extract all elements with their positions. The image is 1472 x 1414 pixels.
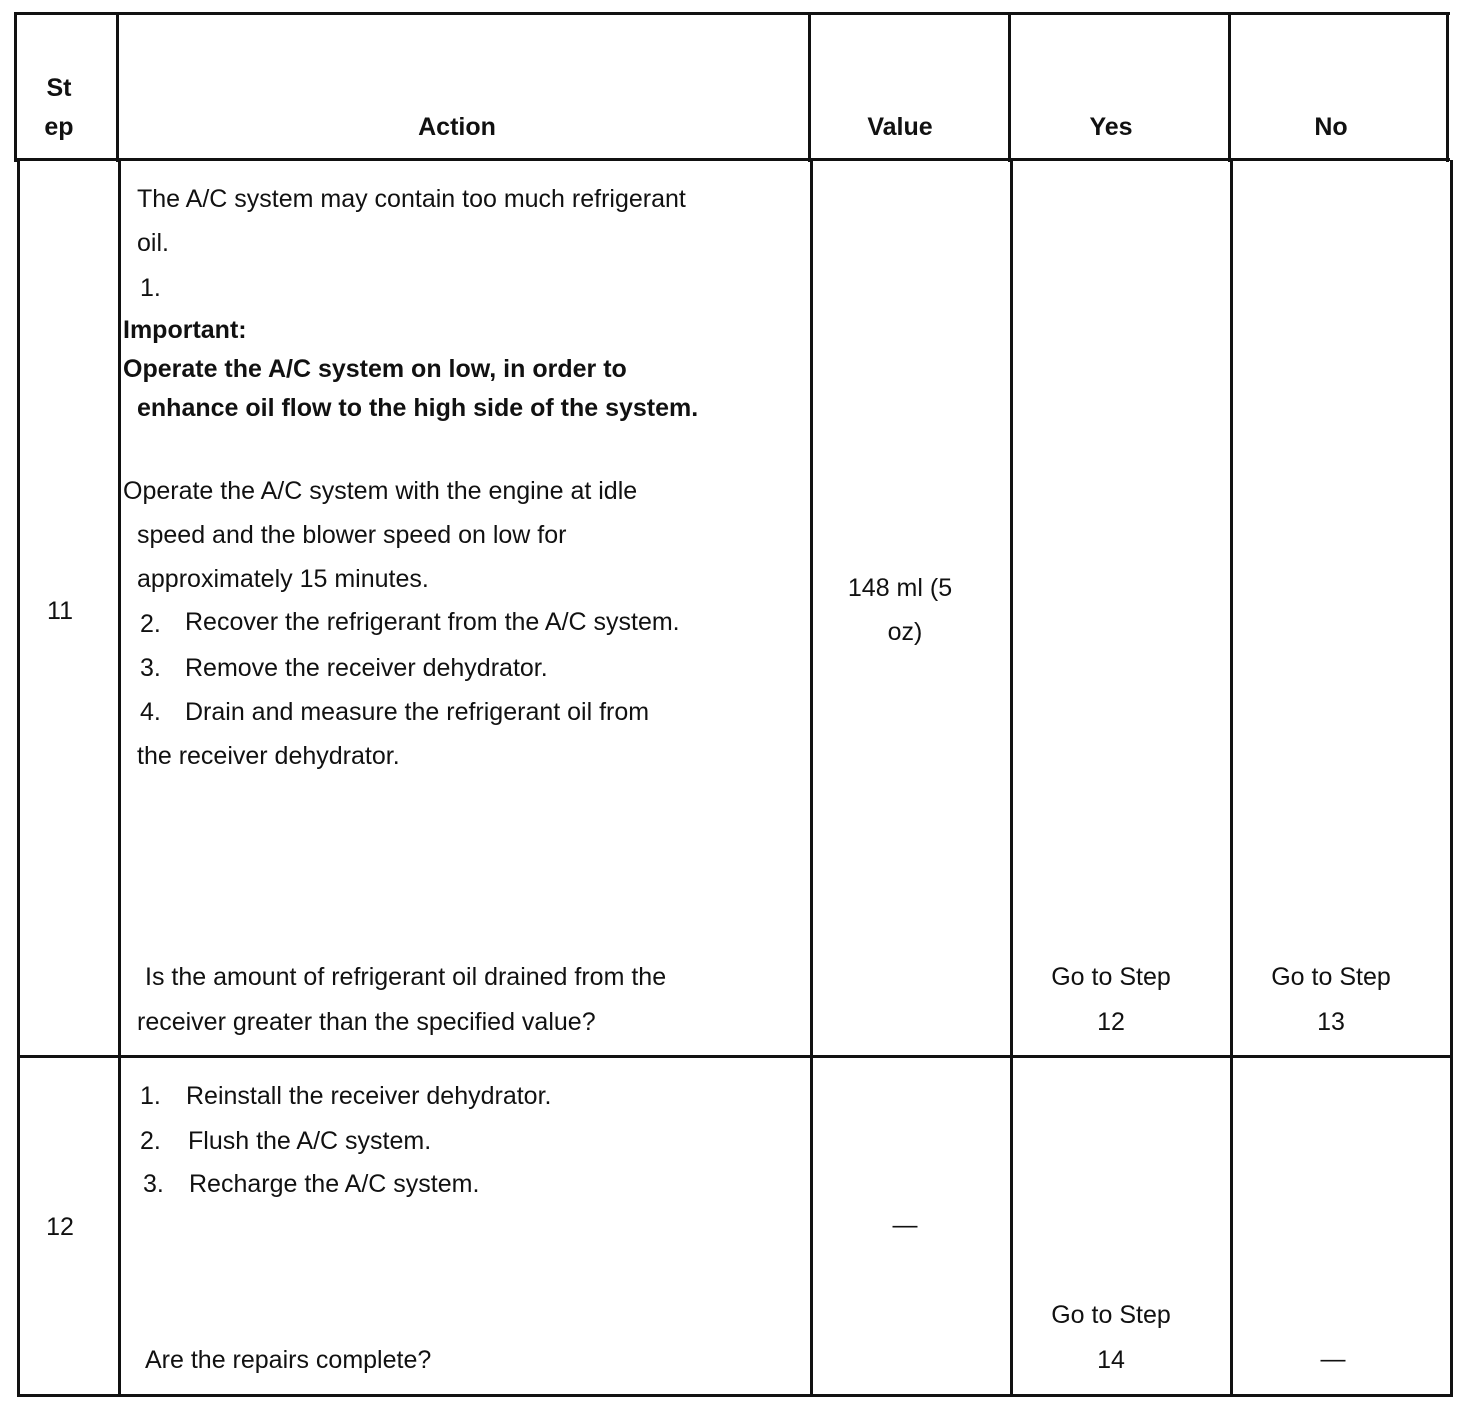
yes-result: Go to Step — [1051, 1301, 1171, 1329]
list-item-text: the receiver dehydrator. — [137, 742, 400, 770]
col-divider-step — [116, 12, 119, 162]
header-yes: Yes — [1089, 113, 1133, 141]
important-text: Operate the A/C system on low, in order to — [123, 355, 627, 383]
header-step-line2: ep — [44, 113, 74, 141]
important-label: Important: — [123, 316, 247, 344]
list-item-text: Remove the receiver dehydrator. — [185, 654, 548, 682]
col-divider-yes — [1230, 160, 1233, 1397]
step-number: 11 — [47, 597, 73, 625]
yes-result: 12 — [1097, 1008, 1125, 1036]
yes-result: Go to Step — [1051, 963, 1171, 991]
col-divider-left — [14, 12, 17, 162]
question-text: Is the amount of refrigerant oil drained from the — [145, 963, 667, 991]
spec-value: oz) — [887, 618, 923, 646]
no-result: — — [1320, 1345, 1346, 1373]
col-divider-left — [17, 160, 20, 1397]
action-intro-line: The A/C system may contain too much refrigerant — [137, 185, 686, 213]
list-number: 2. — [140, 1127, 161, 1155]
col-divider-action — [808, 12, 811, 162]
no-result: Go to Step — [1271, 963, 1391, 991]
operate-instruction: speed and the blower speed on low for — [137, 521, 567, 549]
col-divider-value — [1010, 160, 1013, 1397]
list-number: 1. — [140, 274, 161, 302]
question-text: receiver greater than the specified value? — [137, 1008, 596, 1036]
action-intro-line: oil. — [137, 229, 169, 257]
list-number: 3. — [143, 1170, 164, 1198]
list-item-text: Drain and measure the refrigerant oil from — [185, 698, 650, 726]
col-divider-right — [1446, 12, 1449, 162]
header-step-line1: St — [46, 74, 72, 102]
col-divider-right — [1450, 160, 1453, 1397]
list-item-text: Recover the refrigerant from the A/C system. — [185, 608, 680, 636]
col-divider-yes — [1228, 12, 1231, 162]
important-text: enhance oil flow to the high side of the system. — [137, 394, 699, 422]
no-result: 13 — [1317, 1008, 1345, 1036]
col-divider-step — [118, 160, 121, 1397]
question-text: Are the repairs complete? — [145, 1346, 432, 1374]
yes-result: 14 — [1097, 1346, 1125, 1374]
spec-value: 148 ml (5 — [847, 574, 953, 602]
list-number: 2. — [140, 610, 161, 638]
col-divider-action — [810, 160, 813, 1397]
operate-instruction: Operate the A/C system with the engine at idle — [123, 477, 638, 505]
header-action: Action — [418, 113, 496, 141]
header-value: Value — [867, 113, 933, 141]
row11-bottom-border — [17, 1055, 1453, 1058]
step-number: 12 — [46, 1213, 74, 1241]
list-item-text: Recharge the A/C system. — [189, 1170, 480, 1198]
list-item-text: Reinstall the receiver dehydrator. — [186, 1082, 552, 1110]
list-item-text: Flush the A/C system. — [188, 1127, 432, 1155]
header-no: No — [1314, 113, 1348, 141]
operate-instruction: approximately 15 minutes. — [137, 565, 429, 593]
header-bottom-border — [14, 158, 1450, 161]
list-number: 3. — [140, 654, 161, 682]
table-border-top — [14, 12, 1450, 15]
list-number: 1. — [140, 1082, 161, 1110]
table-border-bottom — [17, 1394, 1453, 1397]
spec-value: — — [892, 1211, 918, 1239]
col-divider-value — [1008, 12, 1011, 162]
list-number: 4. — [140, 698, 161, 726]
